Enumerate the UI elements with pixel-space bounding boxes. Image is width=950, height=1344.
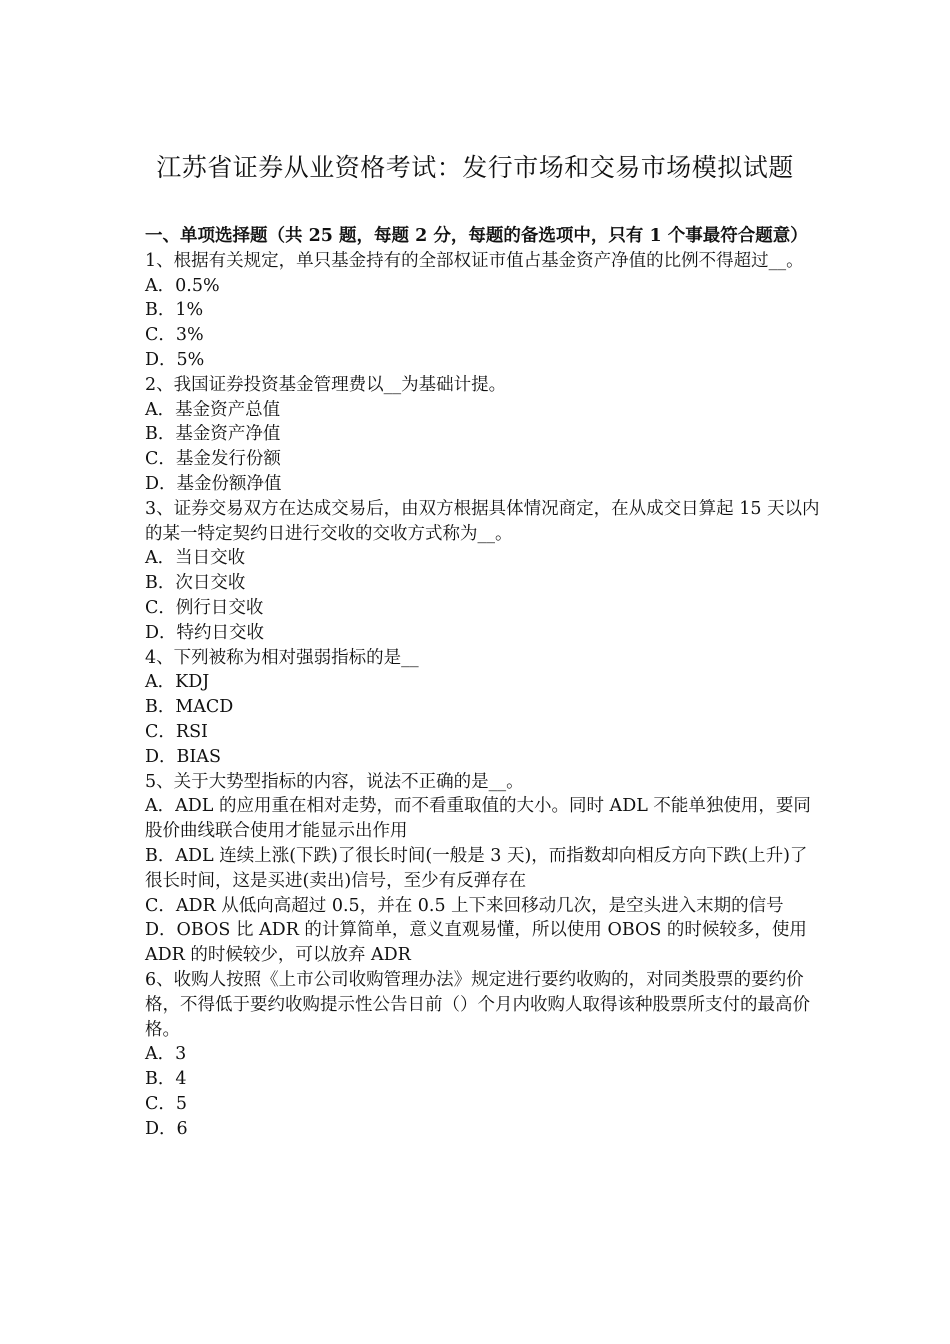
question-text: 3、证券交易双方在达成交易后，由双方根据具体情况商定，在从成交日算起 15 天以内的某一特定契约日进行交收的交收方式称为__。 — [145, 498, 820, 544]
option-a: A．ADL 的应用重在相对走势，而不看重取值的大小。同时 ADL 不能单独使用，要同股价曲线联合使用才能显示出作用 — [145, 796, 811, 842]
option-list — [145, 274, 820, 373]
option-b: B．基金资产净值 — [145, 424, 281, 445]
option-a: A．基金资产总值 — [145, 399, 281, 420]
question-5 — [145, 770, 820, 968]
option-d: D．基金份额净值 — [145, 473, 282, 494]
question-text: 6、收购人按照《上市公司收购管理办法》规定进行要约收购的，对同类股票的要约价格，不得低于要约收购提示性公告日前（）个月内收购人取得该种股票所支付的最高价格。 — [145, 969, 810, 1040]
question-1 — [145, 249, 820, 373]
option-a: A．KDJ — [145, 672, 210, 693]
option-c: C．ADR 从低向高超过 0.5，并在 0.5 上下来回移动几次，是空头进入末期的信号 — [145, 895, 784, 916]
option-list — [145, 1042, 820, 1141]
option-b: B．4 — [145, 1069, 187, 1090]
option-c: C．RSI — [145, 721, 208, 742]
question-text: 5、关于大势型指标的内容，说法不正确的是__。 — [145, 771, 524, 792]
question-6 — [145, 968, 820, 1142]
option-list — [145, 398, 820, 497]
option-a: A．当日交收 — [145, 548, 246, 569]
option-list — [145, 546, 820, 645]
option-d: D．特约日交收 — [145, 622, 265, 643]
option-c: C．基金发行份额 — [145, 449, 281, 470]
option-d: D．5% — [145, 349, 205, 370]
document-title: 江苏省证券从业资格考试：发行市场和交易市场模拟试题 — [156, 153, 794, 182]
option-list — [145, 670, 820, 769]
option-c: C．例行日交收 — [145, 597, 264, 618]
option-c: C．3% — [145, 325, 204, 346]
question-text: 2、我国证券投资基金管理费以__为基础计提。 — [145, 374, 507, 395]
section-heading: 一、单项选择题（共 25 题，每题 2 分，每题的备选项中，只有 1 个事最符合题意） — [145, 226, 808, 246]
question-4 — [145, 646, 820, 770]
option-c: C．5 — [145, 1093, 188, 1114]
option-b: B．次日交收 — [145, 573, 246, 594]
question-2 — [145, 373, 820, 497]
option-list — [145, 794, 820, 968]
question-text: 1、根据有关规定，单只基金持有的全部权证市值占基金资产净值的比例不得超过__。 — [145, 250, 804, 271]
question-text: 4、下列被称为相对强弱指标的是__ — [145, 647, 419, 668]
option-d: D．6 — [145, 1118, 188, 1139]
option-b: B．MACD — [145, 697, 234, 718]
option-b: B．1% — [145, 300, 204, 321]
document-body — [145, 224, 820, 1141]
option-b: B．ADL 连续上涨(下跌)了很长时间(一般是 3 天)，而指数却向相反方向下跌(上升)了很长时间，这是买进(卖出)信号，至少有反弹存在 — [145, 845, 808, 891]
option-d: D．OBOS 比 ADR 的计算简单，意义直观易懂，所以使用 OBOS 的时候较多，使用 ADR 的时候较少，可以放弃 ADR — [145, 920, 807, 966]
question-3 — [145, 497, 820, 646]
option-a: A．0.5% — [145, 275, 220, 296]
option-d: D．BIAS — [145, 746, 221, 767]
option-a: A．3 — [145, 1044, 187, 1065]
